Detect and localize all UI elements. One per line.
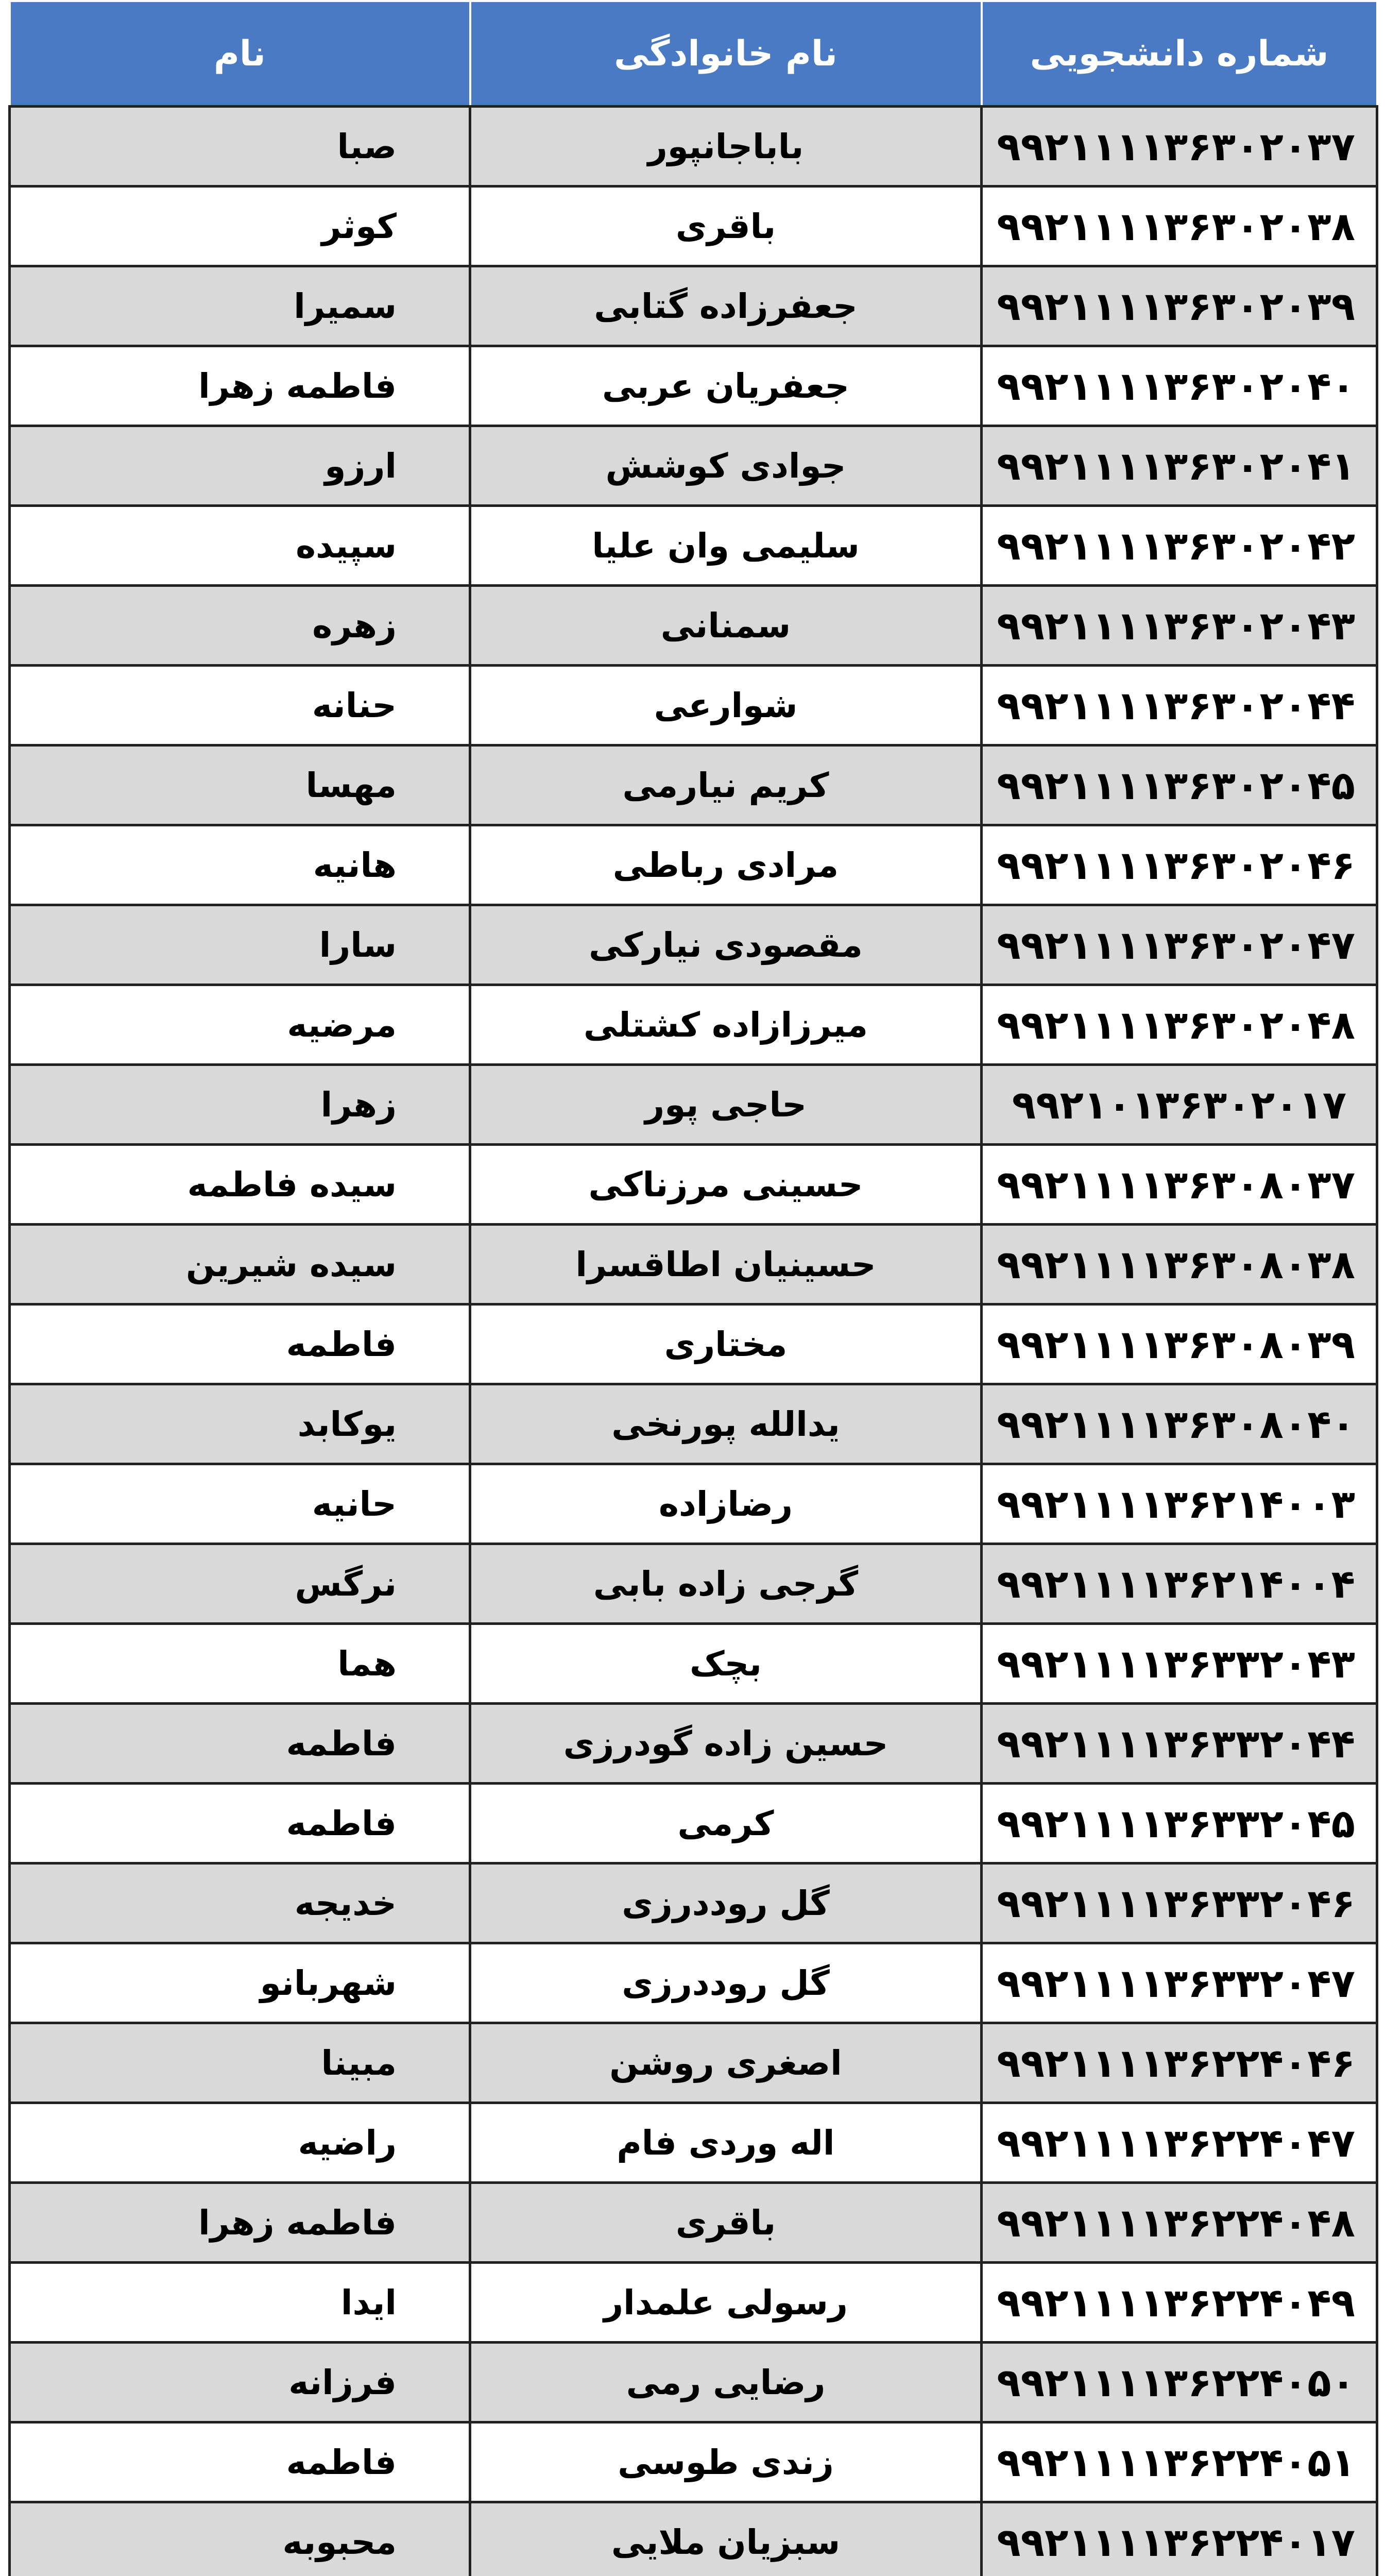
student-id-cell: ۹۹۲۱۱۱۱۳۶۳۳۲۰۴۳: [982, 1624, 1377, 1704]
table-row: [10, 2422, 1377, 2502]
last-name-cell: جوادی کوشش: [470, 426, 982, 506]
student-id-cell: ۹۹۲۱۱۱۱۳۶۳۰۲۰۴۷: [982, 905, 1377, 985]
last-name-cell: حسین زاده گودرزی: [470, 1704, 982, 1784]
student-id-cell: ۹۹۲۱۱۱۱۳۶۳۰۲۰۴۶: [982, 825, 1377, 905]
last-name-cell: رضازاده: [470, 1464, 982, 1544]
last-name-cell: حسینی مرزناکی: [470, 1145, 982, 1225]
last-name-cell: کریم نیارمی: [470, 745, 982, 825]
last-name-cell: کرمی: [470, 1784, 982, 1863]
table-row: [10, 107, 1377, 187]
last-name-cell: میرزازاده کشتلی: [470, 985, 982, 1065]
last-name-cell: جعفرزاده گتابی: [470, 266, 982, 346]
first-name-cell: سیده شیرین: [10, 1225, 470, 1304]
table-row: [10, 666, 1377, 745]
first-name-cell: فاطمه: [10, 1704, 470, 1784]
table-row: [10, 1464, 1377, 1544]
table-row: [10, 2183, 1377, 2263]
last-name-cell: شوارعی: [470, 666, 982, 745]
first-name-cell: شهربانو: [10, 1943, 470, 2023]
last-name-cell: گل روددرزی: [470, 1863, 982, 1943]
student-id-cell: ۹۹۲۱۱۱۱۳۶۳۰۲۰۴۱: [982, 426, 1377, 506]
table-row: [10, 825, 1377, 905]
table-row: [10, 506, 1377, 586]
first-name-cell: مبینا: [10, 2023, 470, 2103]
table-row: [10, 1145, 1377, 1225]
first-name-cell: ارزو: [10, 426, 470, 506]
student-id-cell: ۹۹۲۱۱۱۱۳۶۲۲۴۰۴۷: [982, 2103, 1377, 2183]
last-name-cell: سبزیان ملایی: [470, 2502, 982, 2576]
table-row: [10, 346, 1377, 426]
table-row: [10, 1065, 1377, 1145]
table-row: [10, 745, 1377, 825]
table-row: [10, 2343, 1377, 2422]
student-id-cell: ۹۹۲۱۱۱۱۳۶۳۰۲۰۴۴: [982, 666, 1377, 745]
first-name-cell: فاطمه زهرا: [10, 346, 470, 426]
last-name-cell: جعفریان عربی: [470, 346, 982, 426]
first-name-cell: فاطمه: [10, 1784, 470, 1863]
last-name-cell: اله وردی فام: [470, 2103, 982, 2183]
header-first-name: نام: [10, 1, 470, 107]
student-id-cell: ۹۹۲۱۱۱۱۳۶۳۰۲۰۴۸: [982, 985, 1377, 1065]
table-body: [10, 107, 1377, 2576]
first-name-cell: سپیده: [10, 506, 470, 586]
student-id-cell: ۹۹۲۱۱۱۱۳۶۲۲۴۰۵۱: [982, 2422, 1377, 2502]
first-name-cell: زهره: [10, 586, 470, 666]
first-name-cell: فرزانه: [10, 2343, 470, 2422]
student-id-cell: ۹۹۲۱۱۱۱۳۶۳۳۲۰۴۴: [982, 1704, 1377, 1784]
last-name-cell: مختاری: [470, 1304, 982, 1384]
first-name-cell: سمیرا: [10, 266, 470, 346]
table-row: [10, 1784, 1377, 1863]
table-row: [10, 2263, 1377, 2343]
first-name-cell: حانیه: [10, 1464, 470, 1544]
last-name-cell: باقری: [470, 187, 982, 266]
last-name-cell: زندی طوسی: [470, 2422, 982, 2502]
first-name-cell: فاطمه: [10, 1304, 470, 1384]
first-name-cell: یوکابد: [10, 1384, 470, 1464]
last-name-cell: سلیمی وان علیا: [470, 506, 982, 586]
last-name-cell: گرجی زاده بابی: [470, 1544, 982, 1624]
first-name-cell: زهرا: [10, 1065, 470, 1145]
table-row: [10, 586, 1377, 666]
student-id-cell: ۹۹۲۱۱۱۱۳۶۳۰۲۰۴۵: [982, 745, 1377, 825]
table-row: [10, 266, 1377, 346]
last-name-cell: گل روددرزی: [470, 1943, 982, 2023]
last-name-cell: اصغری روشن: [470, 2023, 982, 2103]
table-row: [10, 1704, 1377, 1784]
student-id-cell: ۹۹۲۱۱۱۱۳۶۲۲۴۰۴۹: [982, 2263, 1377, 2343]
last-name-cell: مرادی رباطی: [470, 825, 982, 905]
student-id-cell: ۹۹۲۱۱۱۱۳۶۳۰۸۰۴۰: [982, 1384, 1377, 1464]
table-row: [10, 187, 1377, 266]
table-row: [10, 905, 1377, 985]
first-name-cell: محبوبه: [10, 2502, 470, 2576]
first-name-cell: فاطمه زهرا: [10, 2183, 470, 2263]
table-row: [10, 985, 1377, 1065]
student-list-sheet: [8, 0, 1376, 2576]
table-row: [10, 1544, 1377, 1624]
table-row: [10, 1863, 1377, 1943]
last-name-cell: بچک: [470, 1624, 982, 1704]
first-name-cell: نرگس: [10, 1544, 470, 1624]
table-row: [10, 1624, 1377, 1704]
last-name-cell: رسولی علمدار: [470, 2263, 982, 2343]
last-name-cell: باقری: [470, 2183, 982, 2263]
student-id-cell: ۹۹۲۱۱۱۱۳۶۲۲۴۰۵۰: [982, 2343, 1377, 2422]
last-name-cell: حسینیان اطاقسرا: [470, 1225, 982, 1304]
first-name-cell: هانیه: [10, 825, 470, 905]
student-id-cell: ۹۹۲۱۰۱۳۶۳۰۲۰۱۷: [982, 1065, 1377, 1145]
table-row: [10, 2103, 1377, 2183]
first-name-cell: خدیجه: [10, 1863, 470, 1943]
student-id-cell: ۹۹۲۱۱۱۱۳۶۳۳۲۰۴۶: [982, 1863, 1377, 1943]
student-id-cell: ۹۹۲۱۱۱۱۳۶۳۳۲۰۴۵: [982, 1784, 1377, 1863]
header-last-name: نام خانوادگی: [470, 1, 982, 107]
student-id-cell: ۹۹۲۱۱۱۱۳۶۲۲۴۰۴۶: [982, 2023, 1377, 2103]
student-id-cell: ۹۹۲۱۱۱۱۳۶۲۱۴۰۰۳: [982, 1464, 1377, 1544]
table-row: [10, 426, 1377, 506]
last-name-cell: یدالله پورنخی: [470, 1384, 982, 1464]
first-name-cell: کوثر: [10, 187, 470, 266]
last-name-cell: سمنانی: [470, 586, 982, 666]
table-row: [10, 2502, 1377, 2576]
last-name-cell: رضایی رمی: [470, 2343, 982, 2422]
student-id-cell: ۹۹۲۱۱۱۱۳۶۳۰۲۰۳۷: [982, 107, 1377, 187]
first-name-cell: راضیه: [10, 2103, 470, 2183]
header-student-id: شماره دانشجویی: [982, 1, 1377, 107]
table-row: [10, 1384, 1377, 1464]
first-name-cell: مرضیه: [10, 985, 470, 1065]
first-name-cell: سارا: [10, 905, 470, 985]
student-id-cell: ۹۹۲۱۱۱۱۳۶۳۰۸۰۳۷: [982, 1145, 1377, 1225]
table-row: [10, 1304, 1377, 1384]
first-name-cell: فاطمه: [10, 2422, 470, 2502]
last-name-cell: حاجی پور: [470, 1065, 982, 1145]
student-id-cell: ۹۹۲۱۱۱۱۳۶۲۱۴۰۰۴: [982, 1544, 1377, 1624]
first-name-cell: مهسا: [10, 745, 470, 825]
student-id-cell: ۹۹۲۱۱۱۱۳۶۳۰۲۰۳۸: [982, 187, 1377, 266]
table-row: [10, 1225, 1377, 1304]
student-id-cell: ۹۹۲۱۱۱۱۳۶۳۰۲۰۴۰: [982, 346, 1377, 426]
student-id-cell: ۹۹۲۱۱۱۱۳۶۲۲۴۰۴۸: [982, 2183, 1377, 2263]
last-name-cell: مقصودی نیارکی: [470, 905, 982, 985]
first-name-cell: حنانه: [10, 666, 470, 745]
student-id-cell: ۹۹۲۱۱۱۱۳۶۳۰۲۰۴۳: [982, 586, 1377, 666]
student-id-cell: ۹۹۲۱۱۱۱۳۶۳۰۸۰۳۹: [982, 1304, 1377, 1384]
table-row: [10, 2023, 1377, 2103]
last-name-cell: باباجانپور: [470, 107, 982, 187]
first-name-cell: ایدا: [10, 2263, 470, 2343]
student-id-cell: ۹۹۲۱۱۱۱۳۶۳۰۲۰۳۹: [982, 266, 1377, 346]
first-name-cell: سیده فاطمه: [10, 1145, 470, 1225]
first-name-cell: صبا: [10, 107, 470, 187]
table-row: [10, 1943, 1377, 2023]
student-id-cell: ۹۹۲۱۱۱۱۳۶۲۲۴۰۱۷: [982, 2502, 1377, 2576]
student-table: [8, 0, 1378, 2576]
student-id-cell: ۹۹۲۱۱۱۱۳۶۳۳۲۰۴۷: [982, 1943, 1377, 2023]
first-name-cell: هما: [10, 1624, 470, 1704]
student-id-cell: ۹۹۲۱۱۱۱۳۶۳۰۲۰۴۲: [982, 506, 1377, 586]
header-row: [10, 1, 1377, 107]
student-id-cell: ۹۹۲۱۱۱۱۳۶۳۰۸۰۳۸: [982, 1225, 1377, 1304]
